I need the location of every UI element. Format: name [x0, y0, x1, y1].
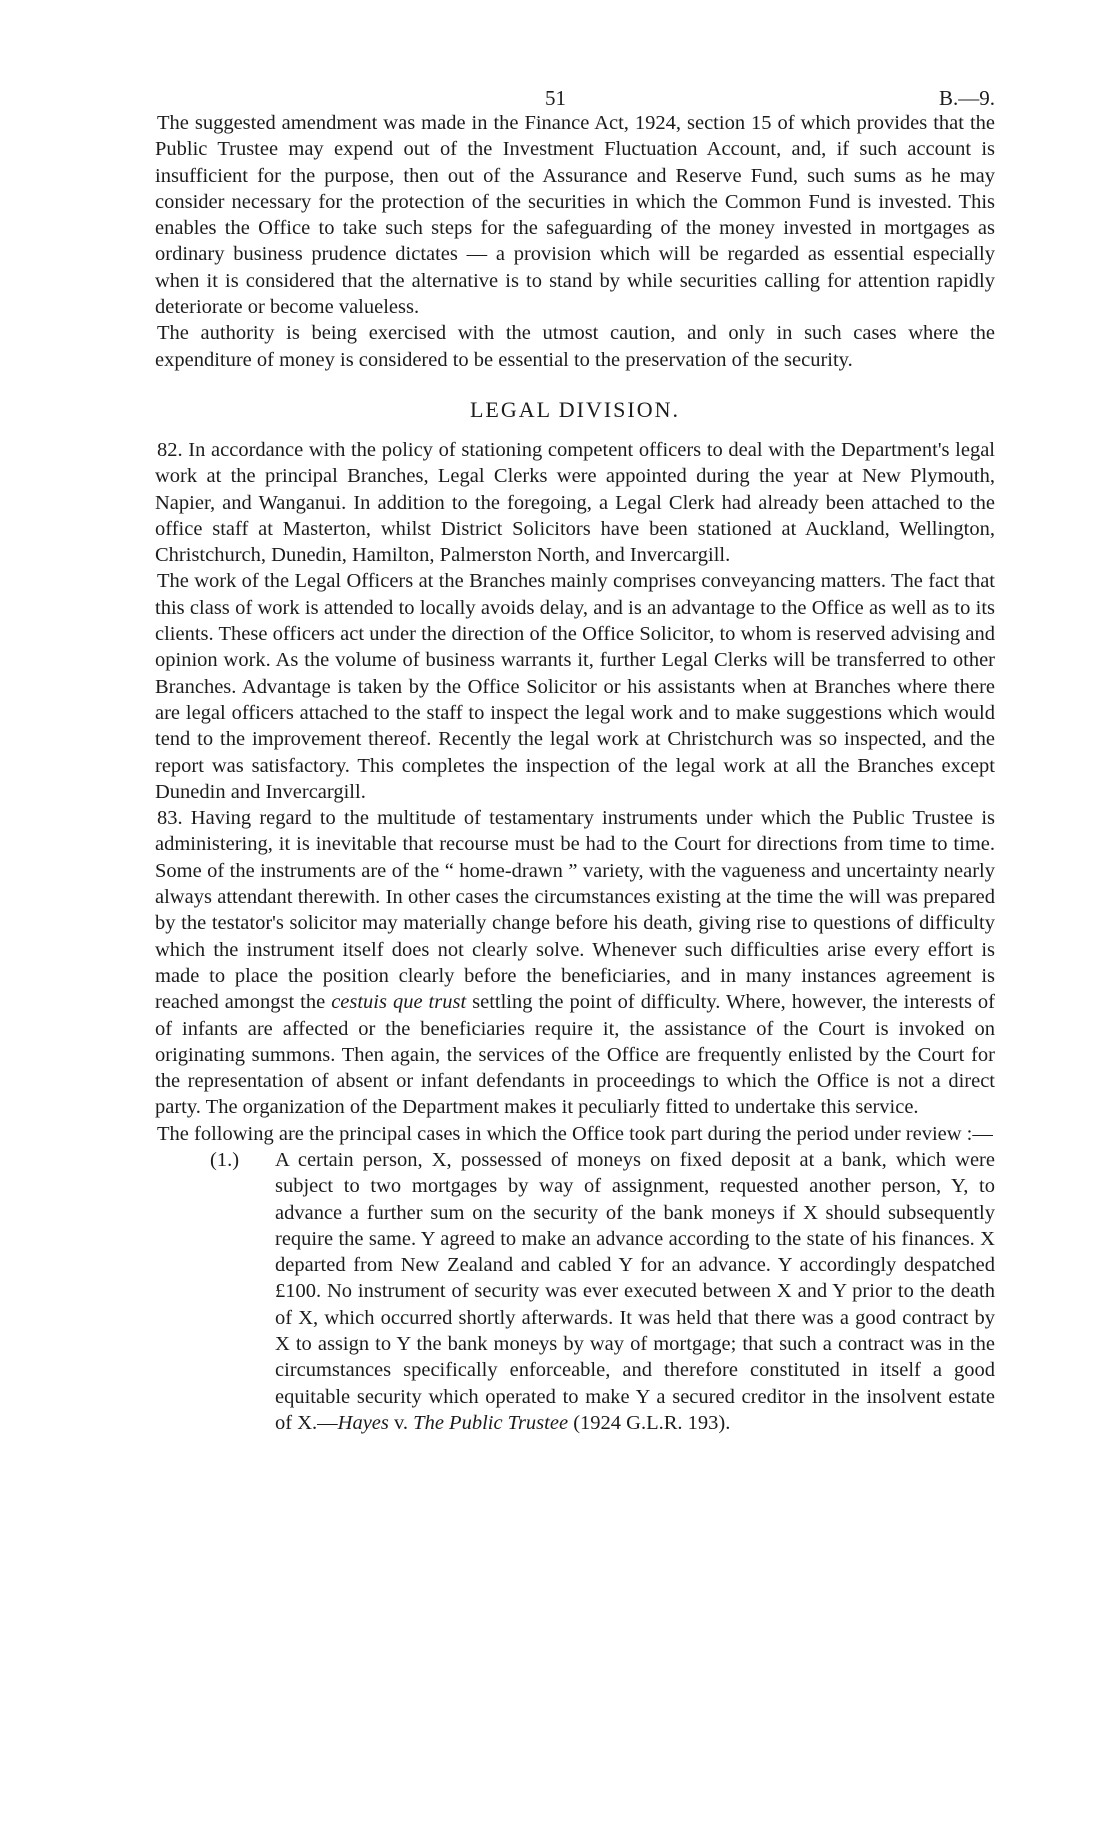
case-citation-party-a: Hayes: [337, 1411, 389, 1434]
case-item: [210, 1147, 995, 1436]
paragraph-83: [155, 805, 995, 1121]
paragraph-number: 83.: [157, 807, 183, 830]
page-number: 51: [545, 86, 566, 110]
latin-term: cestuis que trust: [331, 991, 467, 1014]
intro-paragraph-2: The authority is being exercised with the utmost caution, and only in such cases where the expenditure of money is considered to be essential to the preservation of the security.: [155, 322, 995, 371]
case-citation-reference: (1924 G.L.R. 193).: [568, 1411, 731, 1434]
page-header: [155, 0, 995, 110]
paragraph-83-continued: The following are the principal cases in which the Office took part during the period under review :—: [157, 1122, 993, 1145]
case-citation-versus: v.: [388, 1411, 414, 1434]
legal-division-body: [155, 437, 995, 1436]
case-number: (1.): [210, 1148, 240, 1171]
document-page: [155, 0, 995, 1436]
case-text: [275, 1147, 995, 1436]
case-citation-party-b: The Public Trustee: [413, 1411, 569, 1434]
document-reference: B.—9.: [938, 86, 995, 110]
intro-block: [155, 110, 995, 373]
paragraph-83-text-a: Having regard to the multitude of testamentary instruments under which the Public Trustee is administering, it is inevitable that recourse must be had to the Court for directions from time to time. Some of the instruments are of the “ home-drawn ” variety, with the vagueness and uncertainty nearly always attendant therewith. In other cases the circumstances existing at the time the will was prepared by the testator's solicitor may materially change before his death, giving rise to questions of difficulty which the instrument itself does not clearly solve. Whenever such difficulties arise every effort is made to place the position clearly before the beneficiaries, and in many instances agreement is reached amongst the: [155, 807, 995, 1014]
section-heading: LEGAL DIVISION.: [469, 396, 681, 422]
intro-paragraph-1: The suggested amendment was made in the Finance Act, 1924, section 15 of which provides that the Public Trustee may expend out of the Investment Fluctuation Account, and, if such account is insufficient for the purpose, then out of the Assurance and Reserve Fund, such sums as he may consider necessary for the protection of the securities in which the Common Fund is invested. This enables the Office to take such steps for the safeguarding of the money invested in mortgages as ordinary business prudence dictates — a provision which will be regarded as essential especially when it is considered that the alternative is to stand by while securities calling for attention rapidly deteriorate or become valueless.: [155, 112, 995, 319]
paragraph-82-continued: The work of the Legal Officers at the Branches mainly comprises conveyancing matters. The fact that this class of work is attended to locally avoids delay, and is an advantage to the Office as well as to its clients. These officers act under the direction of the Office Solicitor, to whom is reserved advising and opinion work. As the volume of business warrants it, further Legal Clerks will be transferred to other Branches. Advantage is taken by the Office Solicitor or his assistants when at Branches where there are legal officers attached to the staff to inspect the legal work and to make suggestions which would tend to the improvement thereof. Recently the legal work at Christchurch was so inspected, and the report was satisfactory. This completes the inspection of the legal work at all the Branches except Dunedin and Invercargill.: [155, 570, 995, 803]
paragraph-83-text-b: settling the point of difficulty. Where, however, the interests of of infants are affected or the beneficiaries require it, the assistance of the Court is invoked on originating summons. Then again, the services of the Office are frequently enlisted by the Court for the representation of absent or infant defendants in proceedings to which the Office is not a direct party. The organization of the Department makes it peculiarly fitted to undertake this service.: [155, 991, 996, 1119]
paragraph-82: [155, 437, 995, 568]
paragraph-number: 82.: [157, 438, 183, 461]
case-body: A certain person, X, possessed of moneys on fixed deposit at a bank, which were subject to two mortgages by way of assignment, requested another person, Y, to advance a further sum on the security of the bank moneys if X should subsequently require the same. Y agreed to make an advance according to the state of his finances. X departed from New Zealand and cabled Y for an advance. Y accordingly despatched £100. No instrument of security was ever executed between X and Y prior to the death of X, which occurred shortly afterwards. It was held that there was a good contract by X to assign to Y the bank moneys by way of mortgage; that such a contract was in the circumstances specifically enforceable, and therefore constituted in itself a good equitable security which operated to make Y a secured creditor in the insolvent estate of X.—: [275, 1148, 995, 1434]
paragraph-82-text: In accordance with the policy of stationing competent officers to deal with the Department's legal work at the principal Branches, Legal Clerks were appointed during the year at New Plymouth, Napier, and Wanganui. In addition to the foregoing, a Legal Clerk had already been attached to the office staff at Masterton, whilst District Solicitors have been stationed at Auckland, Wellington, Christchurch, Dunedin, Hamilton, Palmerston North, and Invercargill.: [155, 438, 995, 567]
